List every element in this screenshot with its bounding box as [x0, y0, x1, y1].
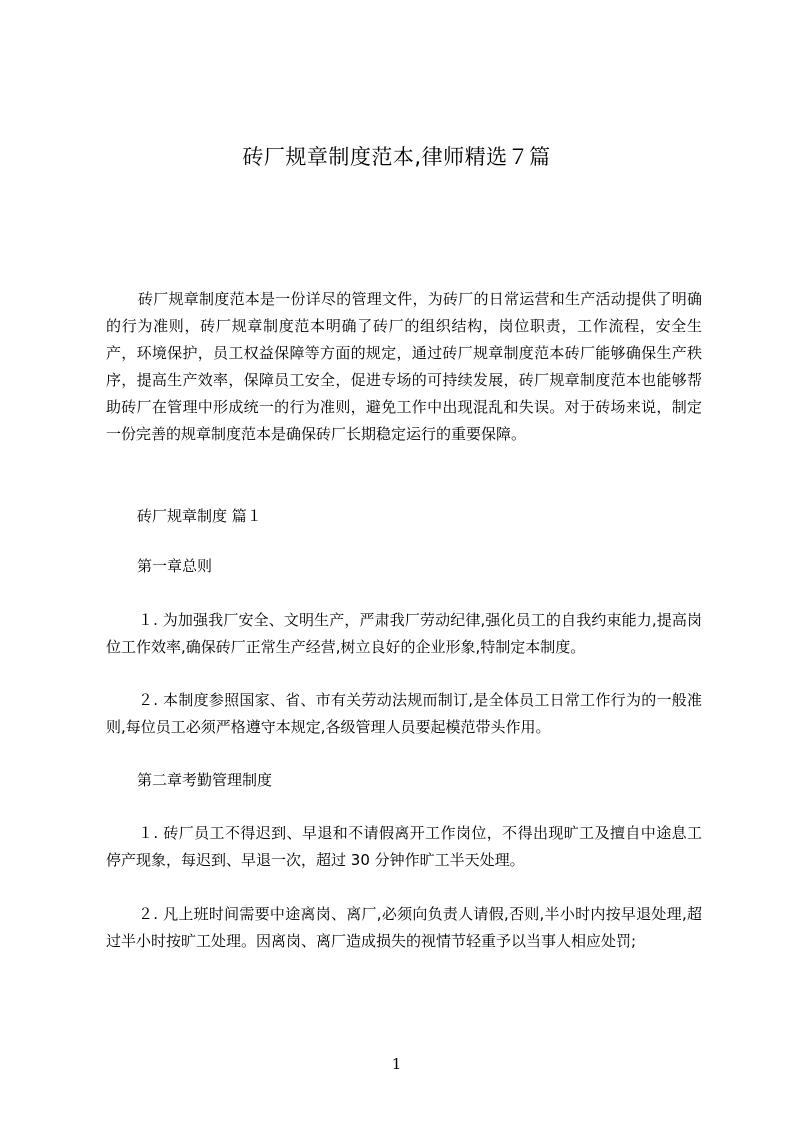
- clause-paragraph: １. 为加强我厂安全、文明生产，严肃我厂劳动纪律,强化员工的自我约束能力,提高岗位工作效率,确保砖厂正常生产经营,树立良好的企业形象,特制定本制度。: [106, 611, 702, 656]
- document-title: 砖厂规章制度范本,律师精选７篇: [242, 145, 551, 169]
- clause-paragraph: ２. 本制度参照国家、省、市有关劳动法规而制订,是全体员工日常工作行为的一般准则,每位员工必须严格遵守本规定,各级管理人员要起模范带头作用。: [106, 691, 702, 736]
- chapter-heading: 第一章总则: [137, 557, 213, 575]
- clause-paragraph: １. 砖厂员工不得迟到、早退和不请假离开工作岗位，不得出现旷工及擅自中途息工停产现象，每迟到、早退一次，超过 30 分钟作旷工半天处理。: [106, 824, 702, 869]
- page-number: 1: [391, 1055, 402, 1073]
- chapter-heading: 第二章考勤管理制度: [137, 771, 273, 789]
- clause-paragraph: ２. 凡上班时间需要中途离岗、离厂,必须向负责人请假,否则,半小时内按早退处理,超过半小时按旷工处理。因离岗、离厂造成损失的视情节轻重予以当事人相应处罚;: [106, 905, 702, 950]
- intro-paragraph: 砖厂规章制度范本是一份详尽的管理文件，为砖厂的日常运营和生产活动提供了明确的行为准则，砖厂规章制度范本明确了砖厂的组织结构，岗位职责，工作流程，安全生产，环境保护，员工权益保障等方面的规定，通过砖厂规章制度范本砖厂能够确保生产秩序，提高生产效率，保障员工安全，促进专场的可持续发展，砖厂规章制度范本也能够帮助砖厂在管理中形成统一的行为准则，避免工作中出现混乱和失误。对于砖场来说，制定一份完善的规章制度范本是确保砖厂长期稳定运行的重要保障。: [106, 290, 702, 443]
- section-title: 砖厂规章制度 篇１: [137, 507, 262, 525]
